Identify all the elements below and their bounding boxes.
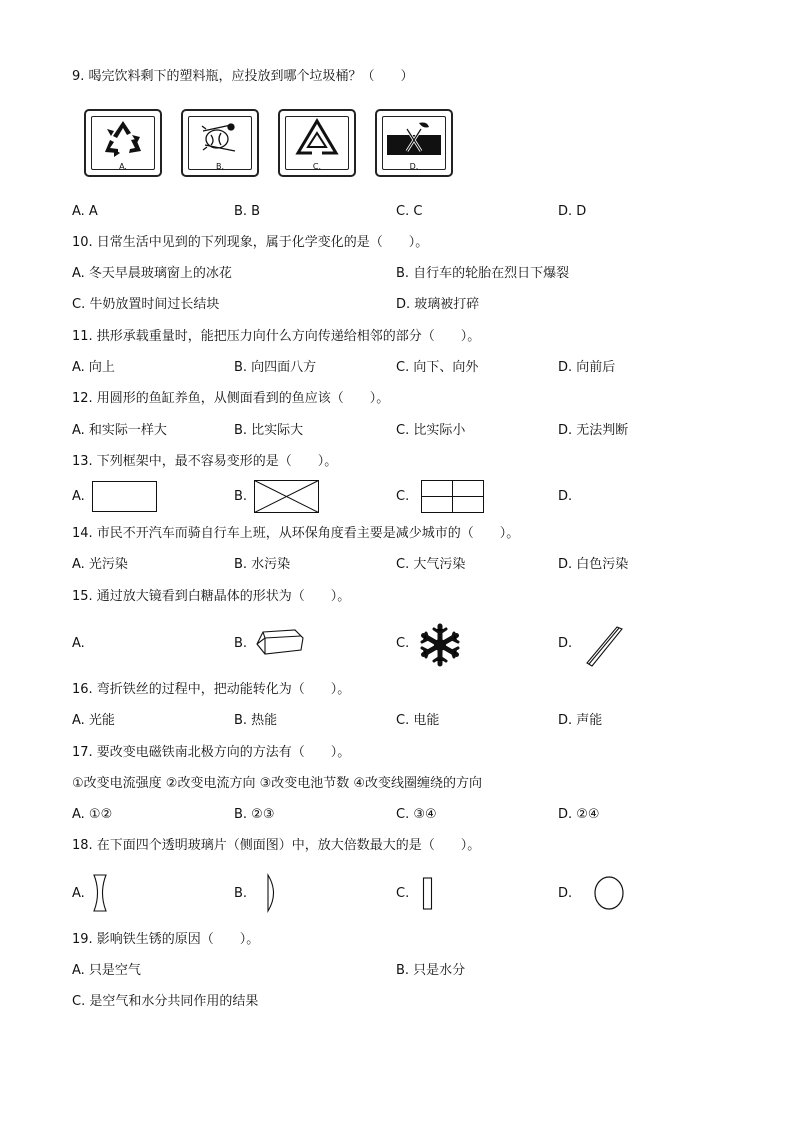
q11-option-a: A. 向上 <box>72 360 115 375</box>
bin-c-label: C. <box>312 162 322 171</box>
q10-option-a: A. 冬天早晨玻璃窗上的冰花 <box>72 266 232 281</box>
bin-a-recyclable <box>84 109 162 177</box>
q16-option-a: A. 光能 <box>72 713 115 728</box>
q10-stem: 10. 日常生活中见到的下列现象，属于化学变化的是（ ）。 <box>72 235 429 250</box>
q15-option-c: C. <box>396 636 410 651</box>
sphere-lens-figure <box>592 875 626 911</box>
q19-option-a: A. 只是空气 <box>72 963 141 978</box>
q13-option-d: D. <box>558 489 573 504</box>
q10-option-c: C. 牛奶放置时间过长结块 <box>72 297 220 312</box>
q11-option-b: B. 向四面八方 <box>234 360 317 375</box>
q17-option-c: C. ③④ <box>396 807 437 822</box>
q14-option-a: A. 光污染 <box>72 557 128 572</box>
q12-stem: 12. 用圆形的鱼缸养鱼，从侧面看到的鱼应该（ ）。 <box>72 391 390 406</box>
q18-option-b: B. <box>234 886 248 901</box>
q17-stem: 17. 要改变电磁铁南北极方向的方法有（ ）。 <box>72 745 351 760</box>
crystal-box-figure <box>255 628 305 658</box>
q13-stem: 13. 下列框架中，最不容易变形的是（ ）。 <box>72 454 338 469</box>
q18-option-c: C. <box>396 886 410 901</box>
q13-option-c: C. <box>396 489 410 504</box>
bin-c-other <box>278 109 356 177</box>
q16-option-c: C. 电能 <box>396 713 440 728</box>
q11-option-c: C. 向下、向外 <box>396 360 479 375</box>
q17-methods: ①改变电流强度 ②改变电流方向 ③改变电池节数 ④改变线圈缠绕的方向 <box>72 776 483 791</box>
q18-option-a: A. <box>72 886 85 901</box>
q16-option-d: D. 声能 <box>558 713 603 728</box>
frame-rectangle-figure <box>92 481 158 513</box>
q10-option-b: B. 自行车的轮胎在烈日下爆裂 <box>396 266 570 281</box>
q14-option-d: D. 白色污染 <box>558 557 629 572</box>
q18-option-d: D. <box>558 886 573 901</box>
q11-option-d: D. 向前后 <box>558 360 616 375</box>
q19-stem: 19. 影响铁生锈的原因（ ）。 <box>72 932 260 947</box>
q13-option-b: B. <box>234 489 248 504</box>
q11-stem: 11. 拱形承载重量时，能把压力向什么方向传递给相邻的部分（ ）。 <box>72 329 481 344</box>
q14-option-c: C. 大气污染 <box>396 557 466 572</box>
q9-option-d: D. D <box>558 204 587 219</box>
q12-option-b: B. 比实际大 <box>234 423 304 438</box>
needle-crystal-figure <box>585 625 625 669</box>
bin-d-label: D. <box>409 162 419 171</box>
q17-option-d: D. ②④ <box>558 807 600 822</box>
bin-a-label: A. <box>119 162 127 171</box>
q16-stem: 16. 弯折铁丝的过程中，把动能转化为（ ）。 <box>72 682 351 697</box>
q19-option-c: C. 是空气和水分共同作用的结果 <box>72 994 259 1009</box>
bin-b-label: B. <box>215 162 225 171</box>
q9-option-a: A. A <box>72 204 98 219</box>
q10-option-d: D. 玻璃被打碎 <box>396 297 480 312</box>
q16-option-b: B. 热能 <box>234 713 278 728</box>
q14-option-b: B. 水污染 <box>234 557 291 572</box>
q15-option-a: A. <box>72 636 85 651</box>
frame-cross-grid-figure <box>421 480 485 514</box>
q17-option-a: A. ①② <box>72 807 113 822</box>
q13-option-a: A. <box>72 489 85 504</box>
q14-stem: 14. 市民不开汽车而骑自行车上班，从环保角度看主要是减少城市的（ ）。 <box>72 526 520 541</box>
q19-option-b: B. 只是水分 <box>396 963 466 978</box>
snowflake-figure <box>418 623 462 667</box>
q9-option-c: C. C <box>396 204 423 219</box>
q15-stem: 15. 通过放大镜看到白糖晶体的形状为（ ）。 <box>72 589 351 604</box>
q15-option-d: D. <box>558 636 573 651</box>
concave-lens-figure <box>92 874 108 912</box>
plano-convex-lens-figure <box>265 874 279 912</box>
q18-stem: 18. 在下面四个透明玻璃片（侧面图）中，放大倍数最大的是（ ）。 <box>72 838 481 853</box>
frame-x-brace-figure <box>254 480 320 514</box>
bin-b-kitchen <box>181 109 259 177</box>
q9-option-b: B. B <box>234 204 261 219</box>
q12-option-a: A. 和实际一样大 <box>72 423 167 438</box>
q15-option-b: B. <box>234 636 248 651</box>
bin-d-hazardous <box>375 109 453 177</box>
q17-option-b: B. ②③ <box>234 807 275 822</box>
flat-glass-figure <box>422 877 434 911</box>
q12-option-c: C. 比实际小 <box>396 423 466 438</box>
q12-option-d: D. 无法判断 <box>558 423 629 438</box>
q9-stem: 9. 喝完饮料剩下的塑料瓶，应投放到哪个垃圾桶？（ ） <box>72 69 414 84</box>
